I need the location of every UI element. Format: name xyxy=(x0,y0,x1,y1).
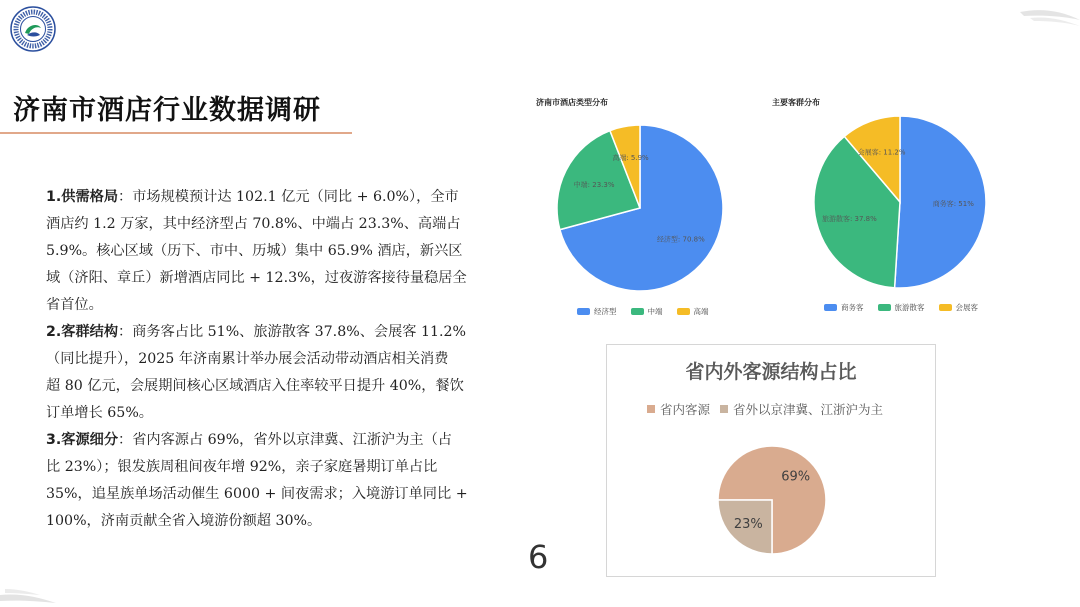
legend-swatch xyxy=(720,405,728,413)
data-label: 69% xyxy=(781,469,811,485)
page-number: 6 xyxy=(528,538,549,576)
chart-title-source-structure: 省内外客源结构占比 xyxy=(685,361,857,383)
pie-chart-customer-groups xyxy=(808,110,992,294)
pie-chart-source-structure xyxy=(715,443,829,557)
legend-item: 高端 xyxy=(677,306,709,317)
data-label: 旅游散客: 37.8% xyxy=(821,215,877,224)
legend-swatch xyxy=(824,304,837,311)
title-underline xyxy=(0,132,352,134)
legend-item: 省外以京津冀、江浙沪为主 xyxy=(720,400,883,418)
paragraph-heading: 3.客源细分 xyxy=(46,432,119,448)
legend-swatch xyxy=(647,405,655,413)
legend-item: 旅游散客 xyxy=(878,302,925,313)
legend-swatch xyxy=(677,308,690,315)
data-label: 经济型: 70.8% xyxy=(656,235,705,244)
legend-swatch xyxy=(577,308,590,315)
legend-swatch xyxy=(939,304,952,311)
legend-item: 商务客 xyxy=(824,302,864,313)
legend-item: 会展客 xyxy=(939,302,979,313)
legend-item: 经济型 xyxy=(577,306,617,317)
paragraph-heading: 2.客群结构 xyxy=(46,324,119,340)
paragraph-supply-demand: 1.供需格局：市场规模预计达 102.1 亿元（同比 + 6.0%），全市 酒店约 1.2 万家，其中经济型占 70.8%、中端占 23.3%、高端占 5.9%。核心区域（历下、市中、历城）集中 65.9% 酒店，新兴区 域（济阳、章丘）新增酒店同比 + 12.3%，过夜游客接待量稳居全 省首位。 xyxy=(46,189,467,313)
legend-source-structure xyxy=(647,400,883,418)
legend-swatch xyxy=(878,304,891,311)
paragraph-source-segments: 3.客源细分：省内客源占 69%，省外以京津冀、江浙沪为主（占 比 23%）；银发族周租间夜年增 92%，亲子家庭暑期订单占比 35%，追星族单场活动催生 6000 + 间夜需求；入境游订单同比 + 100%，济南贡献全省入境游份额超 30%。 xyxy=(46,432,468,529)
legend-item: 中端 xyxy=(631,306,663,317)
pie-chart-hotel-types xyxy=(550,118,730,298)
paragraph-customer-structure: 2.客群结构：商务客占比 51%、旅游散客 37.8%、会展客 11.2% （同比提升），2025 年济南累计举办展会活动带动酒店相关消费 超 80 亿元，会展期间核心区域酒店入住率较平日提升 40%，餐饮 订单增长 65%。 xyxy=(46,324,467,421)
paragraph-heading: 1.供需格局 xyxy=(46,189,119,205)
legend-hotel-types xyxy=(577,306,709,317)
data-label: 高端: 5.9% xyxy=(612,153,649,162)
chart-title-customer-groups: 主要客群分布 xyxy=(772,98,820,107)
chart-box-source-structure xyxy=(606,344,936,577)
brush-stroke-decoration xyxy=(0,567,70,607)
brush-stroke-decoration xyxy=(1000,0,1080,40)
chart-title-hotel-types: 济南市酒店类型分布 xyxy=(536,98,608,107)
slide-title: 济南市酒店行业数据调研 xyxy=(13,95,321,126)
school-logo xyxy=(10,6,56,52)
data-label: 会展客: 11.2% xyxy=(857,148,906,157)
legend-customer-groups xyxy=(824,302,978,313)
data-label: 商务客: 51% xyxy=(932,200,974,209)
legend-swatch xyxy=(631,308,644,315)
data-label: 23% xyxy=(733,517,763,533)
body-text xyxy=(46,184,498,535)
data-label: 中端: 23.3% xyxy=(573,181,615,190)
legend-item: 省内客源 xyxy=(647,400,710,418)
